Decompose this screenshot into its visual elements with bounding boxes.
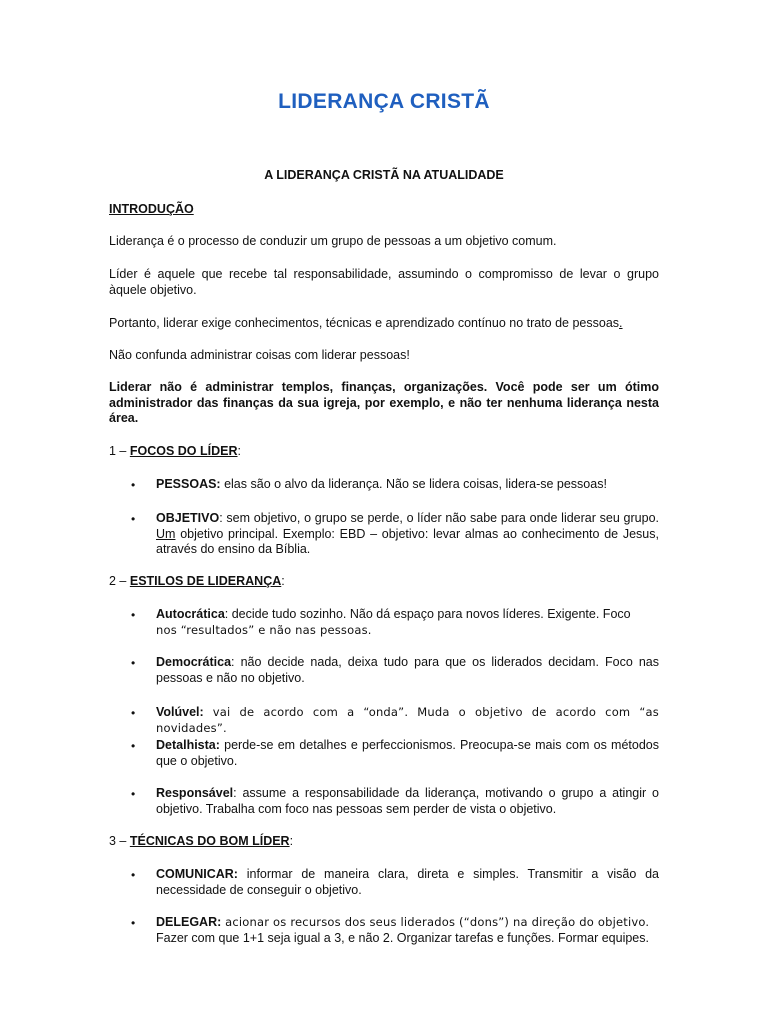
document-title: LIDERANÇA CRISTÃ	[278, 90, 490, 113]
section1-heading	[109, 444, 659, 460]
section2-number: 2 –	[109, 574, 130, 588]
section2-title: ESTILOS DE LIDERANÇA	[129, 574, 282, 588]
section2-heading	[109, 574, 659, 590]
section3-colon: :	[289, 834, 294, 848]
bullet-icon: •	[131, 478, 136, 492]
item-term: COMUNICAR:	[156, 867, 238, 881]
list-item	[156, 705, 659, 736]
list-item	[156, 786, 659, 817]
section3-number: 3 –	[109, 834, 130, 848]
item-text: vai de acordo com a “onda”. Muda o objetivo de acordo com “as novidades”.	[156, 705, 659, 735]
bullet-icon: •	[131, 787, 136, 801]
intro-paragraph-5: Liderar não é administrar templos, finanças, organizações. Você pode ser um ótimo administrador das finanças da sua igreja, por exemplo, e não ter nenhuma liderança nesta área.	[109, 380, 659, 425]
item-term: OBJETIVO	[156, 511, 220, 525]
bullet-icon: •	[131, 706, 136, 720]
bullet-icon: •	[131, 868, 136, 882]
item-term: Responsável	[156, 786, 234, 800]
item-text-continued: Fazer com que 1+1 seja igual a 3, e não 2. Organizar tarefas e funções. Formar equipes.	[156, 930, 649, 945]
item-term: Democrática	[156, 655, 232, 669]
list-item	[156, 477, 659, 493]
section3-heading	[109, 834, 659, 850]
item-term: PESSOAS:	[156, 477, 221, 491]
bullet-icon: •	[131, 656, 136, 670]
item-text-continued: nos “resultados” e não nas pessoas.	[156, 622, 372, 637]
item-text: acionar os recursos dos seus liderados (“dons”) na direção do objetivo.	[221, 915, 650, 929]
list-item	[156, 511, 659, 558]
intro-paragraph-3-end: .	[619, 316, 623, 330]
list-item	[156, 655, 659, 686]
item-text: informar de maneira clara, direta e simples. Transmitir a visão da necessidade de conseguir o objetivo.	[156, 867, 659, 897]
intro-paragraph-3-text: Portanto, liderar exige conhecimentos, técnicas e aprendizado contínuo no trato de pessoas	[109, 316, 620, 330]
item-underlined-word: Um	[156, 526, 176, 541]
intro-heading: INTRODUÇÃO	[109, 202, 194, 216]
item-text: : sem objetivo, o grupo se perde, o líder não sabe para onde liderar seu grupo.	[219, 511, 659, 525]
section3-title: TÉCNICAS DO BOM LÍDER	[129, 834, 290, 848]
item-text: : não decide nada, deixa tudo para que os liderados decidam. Foco nas pessoas e não no objetivo.	[156, 655, 659, 685]
section1-number: 1 –	[109, 444, 130, 458]
list-item	[156, 738, 659, 769]
bullet-icon: •	[131, 739, 136, 753]
intro-paragraph-4: Não confunda administrar coisas com liderar pessoas!	[109, 348, 410, 362]
list-item	[156, 867, 659, 898]
bullet-icon: •	[131, 916, 136, 930]
item-term: DELEGAR:	[156, 915, 222, 929]
section1-colon: :	[237, 444, 241, 458]
intro-paragraph-2: Líder é aquele que recebe tal responsabilidade, assumindo o compromisso de levar o grupo àquele objetivo.	[109, 267, 659, 297]
list-item	[156, 607, 659, 638]
item-text: : assume a responsabilidade da liderança, motivando o grupo a atingir o objetivo. Trabalha com foco nas pessoas sem perder de vista o objetivo.	[156, 786, 659, 816]
item-term: Autocrática	[156, 607, 225, 621]
section2-colon: :	[281, 574, 285, 588]
item-term: Volúvel:	[156, 705, 204, 719]
item-text: : decide tudo sozinho. Não dá espaço para novos líderes. Exigente. Foco	[224, 607, 631, 621]
document-subtitle: A LIDERANÇA CRISTÃ NA ATUALIDADE	[264, 168, 504, 182]
item-text: perde-se em detalhes e perfeccionismos. Preocupa-se mais com os métodos que o objetivo.	[156, 738, 659, 768]
bullet-icon: •	[131, 608, 136, 622]
section1-title: FOCOS DO LÍDER	[129, 444, 238, 458]
intro-paragraph-3	[109, 316, 659, 332]
bullet-icon: •	[131, 512, 136, 526]
item-text: objetivo principal. Exemplo: EBD – objetivo: levar almas ao conhecimento de Jesus, através do ensino da Bíblia.	[156, 526, 659, 556]
intro-paragraph-1: Liderança é o processo de conduzir um grupo de pessoas a um objetivo comum.	[109, 234, 557, 248]
list-item	[156, 915, 659, 946]
item-term: Detalhista:	[156, 738, 220, 752]
item-text: elas são o alvo da liderança. Não se lidera coisas, lidera-se pessoas!	[220, 477, 607, 491]
